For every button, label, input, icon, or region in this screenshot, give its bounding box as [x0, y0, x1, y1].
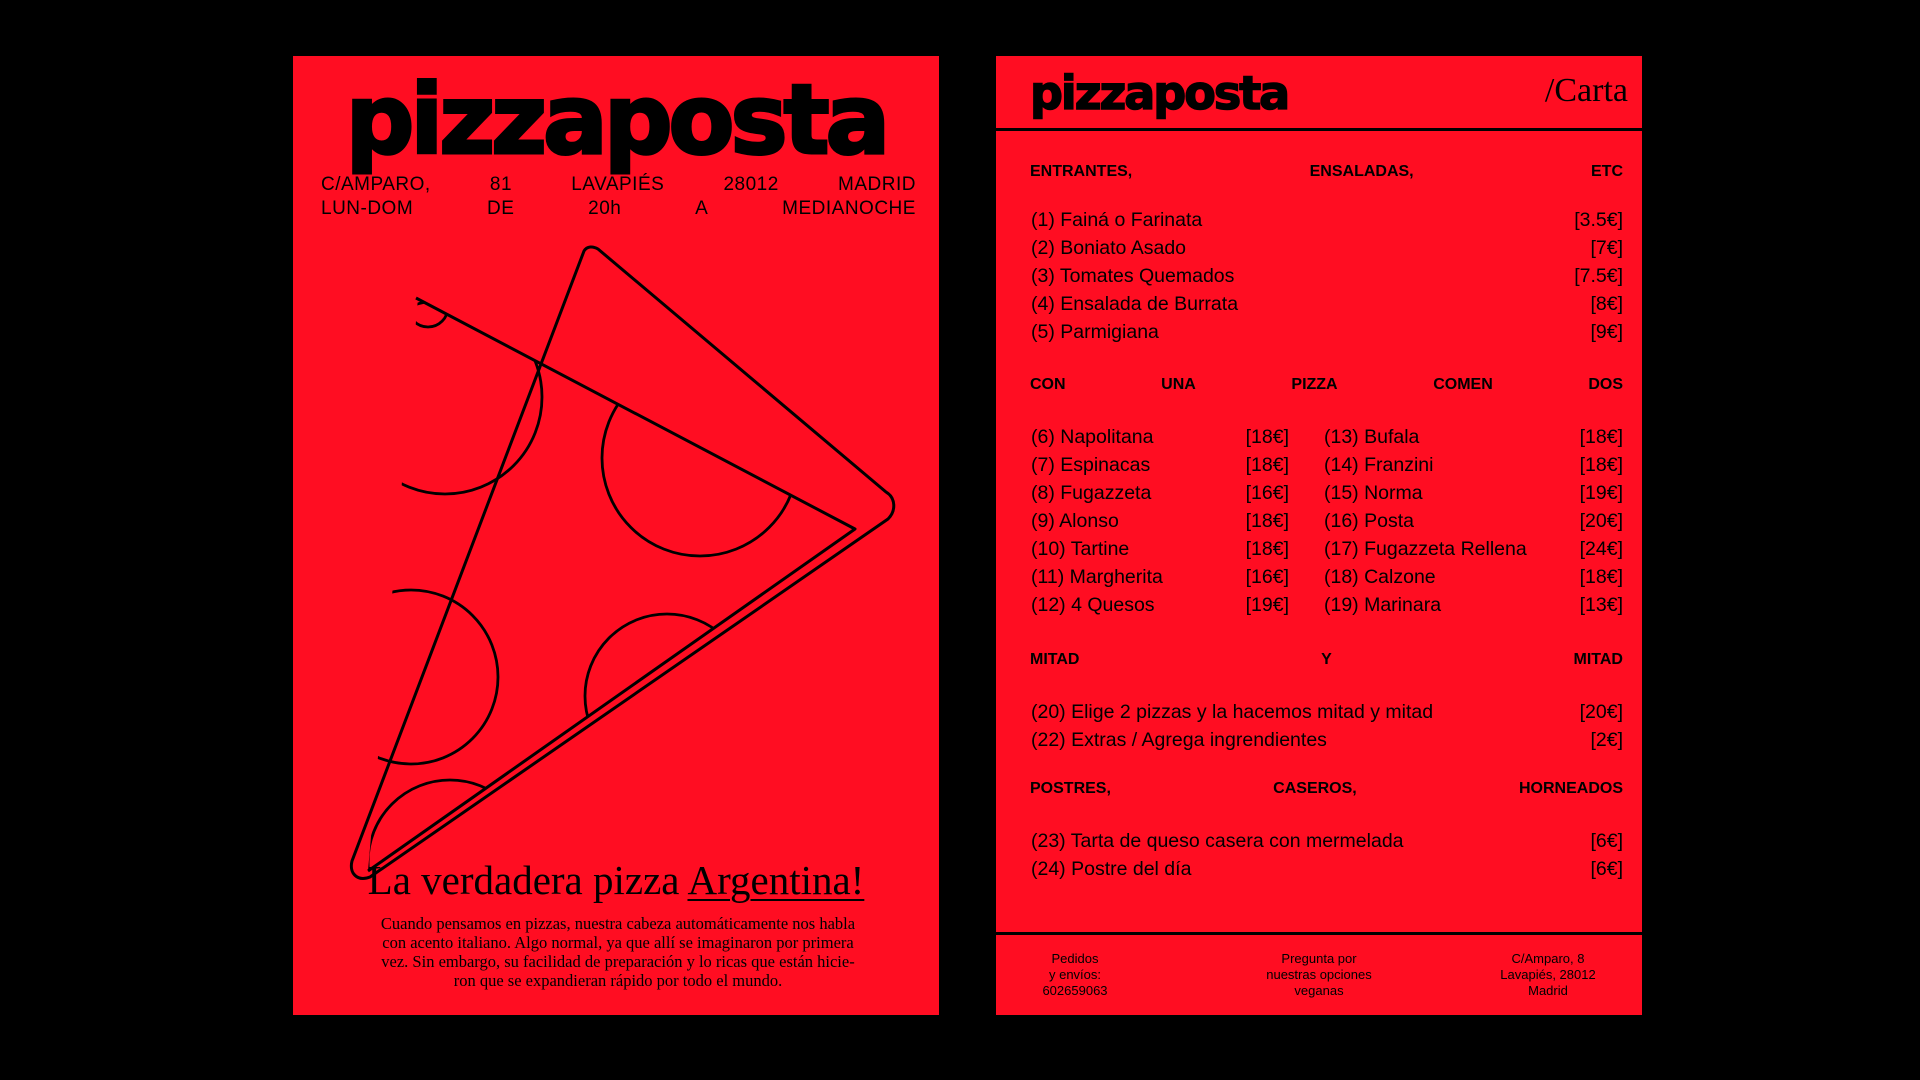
- menu-item: (7) Espinacas [18€]: [1031, 454, 1289, 476]
- address-word: MADRID: [838, 174, 916, 195]
- hours-word: MEDIANOCHE: [782, 198, 916, 219]
- menu-item: (1) Fainá o Farinata [3.5€]: [1031, 209, 1623, 231]
- menu-item: (4) Ensalada de Burrata [8€]: [1031, 293, 1623, 315]
- divider: [996, 128, 1642, 131]
- intro-line: ron que se expandieran rápido por todo el mundo.: [453, 971, 783, 990]
- heading-word: UNA: [1161, 376, 1196, 393]
- menu-title: /Carta: [1544, 72, 1628, 109]
- menu-item: (12) 4 Quesos [19€]: [1031, 594, 1289, 616]
- half-half-list: [1031, 698, 1623, 754]
- menu-item: (24) Postre del día [6€]: [1031, 858, 1623, 880]
- pizzaposta-logo-small: pizzaposta: [1030, 66, 1289, 120]
- menu-item: (20) Elige 2 pizzas y la hacemos mitad y mitad [20€]: [1031, 701, 1623, 723]
- menu-item: (10) Tartine [18€]: [1031, 538, 1289, 560]
- intro-paragraph: [343, 914, 893, 990]
- footer-address: C/Amparo, 8 Lavapiés, 28012 Madrid: [1500, 951, 1596, 998]
- menu-item: (13) Bufala [18€]: [1324, 426, 1623, 448]
- menu-item: (22) Extras / Agrega ingrendientes [2€]: [1031, 729, 1623, 751]
- menu-item: (8) Fugazzeta [16€]: [1031, 482, 1289, 504]
- pizza-list-left: [1031, 423, 1289, 619]
- address-word: C/AMPARO,: [321, 174, 431, 195]
- heading-word: POSTRES,: [1030, 780, 1111, 797]
- heading-word: HORNEADOS: [1518, 780, 1623, 797]
- address-word: 28012: [723, 174, 779, 195]
- phone-number: 602659063: [1042, 983, 1108, 998]
- footer-vegan-note: Pregunta por nuestras opciones veganas: [1266, 951, 1372, 998]
- menu-item: (3) Tomates Quemados [7.5€]: [1031, 265, 1623, 287]
- address-word: 81: [489, 174, 513, 195]
- tagline-highlight: Argentina!: [687, 857, 865, 903]
- menu-item: (9) Alonso [18€]: [1031, 510, 1289, 532]
- menu-item: (17) Fugazzeta Rellena [24€]: [1324, 538, 1623, 560]
- menu-item: (2) Boniato Asado [7€]: [1031, 237, 1623, 259]
- heading-word: Y: [1321, 651, 1332, 668]
- heading-word: MITAD: [1573, 651, 1623, 668]
- heading-word: CASEROS,: [1273, 780, 1357, 797]
- heading-word: DOS: [1588, 376, 1623, 393]
- menu-item: (18) Calzone [18€]: [1324, 566, 1623, 588]
- heading-word: ETC: [1591, 163, 1623, 180]
- heading-word: ENTRANTES,: [1030, 163, 1133, 180]
- poster-panel: [293, 56, 939, 1015]
- menu-item: (5) Parmigiana [9€]: [1031, 321, 1623, 343]
- heading-word: COMEN: [1433, 376, 1493, 393]
- section-heading-half-half: [1030, 651, 1623, 671]
- hours-word: LUN-DOM: [321, 198, 414, 219]
- menu-item: (15) Norma [19€]: [1324, 482, 1623, 504]
- heading-word: PIZZA: [1291, 376, 1338, 393]
- address-line: [321, 174, 916, 198]
- divider: [996, 932, 1642, 935]
- menu-item: (11) Margherita [16€]: [1031, 566, 1289, 588]
- starters-list: [1031, 206, 1623, 346]
- menu-item: (19) Marinara [13€]: [1324, 594, 1623, 616]
- hours-word: 20h: [588, 198, 622, 219]
- hours-word: A: [695, 198, 709, 219]
- section-heading-starters: [1030, 163, 1623, 183]
- tagline: La verdadera pizza Argentina!: [367, 857, 865, 903]
- menu-item: (23) Tarta de queso casera con mermelada [6€]: [1031, 830, 1623, 852]
- intro-line: Cuando pensamos en pizzas, nuestra cabeza automáticamente nos habla: [380, 914, 856, 933]
- pizza-list-right: [1324, 423, 1623, 619]
- section-heading-pizzas: [1030, 376, 1623, 396]
- desserts-list: [1031, 827, 1623, 883]
- intro-line: con acento italiano. Algo normal, ya que allí se imaginaron por primera: [382, 933, 854, 952]
- heading-word: ENSALADAS,: [1309, 163, 1414, 180]
- pizzaposta-logo: pizzaposta: [345, 64, 887, 176]
- intro-line: vez. Sin embargo, su facilidad de preparación y lo ricas que están hicie-: [381, 952, 855, 971]
- menu-item: (14) Franzini [18€]: [1324, 454, 1623, 476]
- hours-line: [321, 198, 916, 222]
- heading-word: MITAD: [1030, 651, 1080, 668]
- menu-item: (16) Posta [20€]: [1324, 510, 1623, 532]
- footer-orders: Pedidos y envíos: 602659063: [985, 951, 1165, 999]
- section-heading-desserts: [1030, 780, 1623, 800]
- menu-panel: [996, 56, 1642, 1015]
- hours-word: DE: [486, 198, 515, 219]
- menu-item: (6) Napolitana [18€]: [1031, 426, 1289, 448]
- address-word: LAVAPIÉS: [571, 174, 665, 195]
- heading-word: CON: [1030, 376, 1066, 393]
- pizza-slice-illustration: [343, 241, 903, 881]
